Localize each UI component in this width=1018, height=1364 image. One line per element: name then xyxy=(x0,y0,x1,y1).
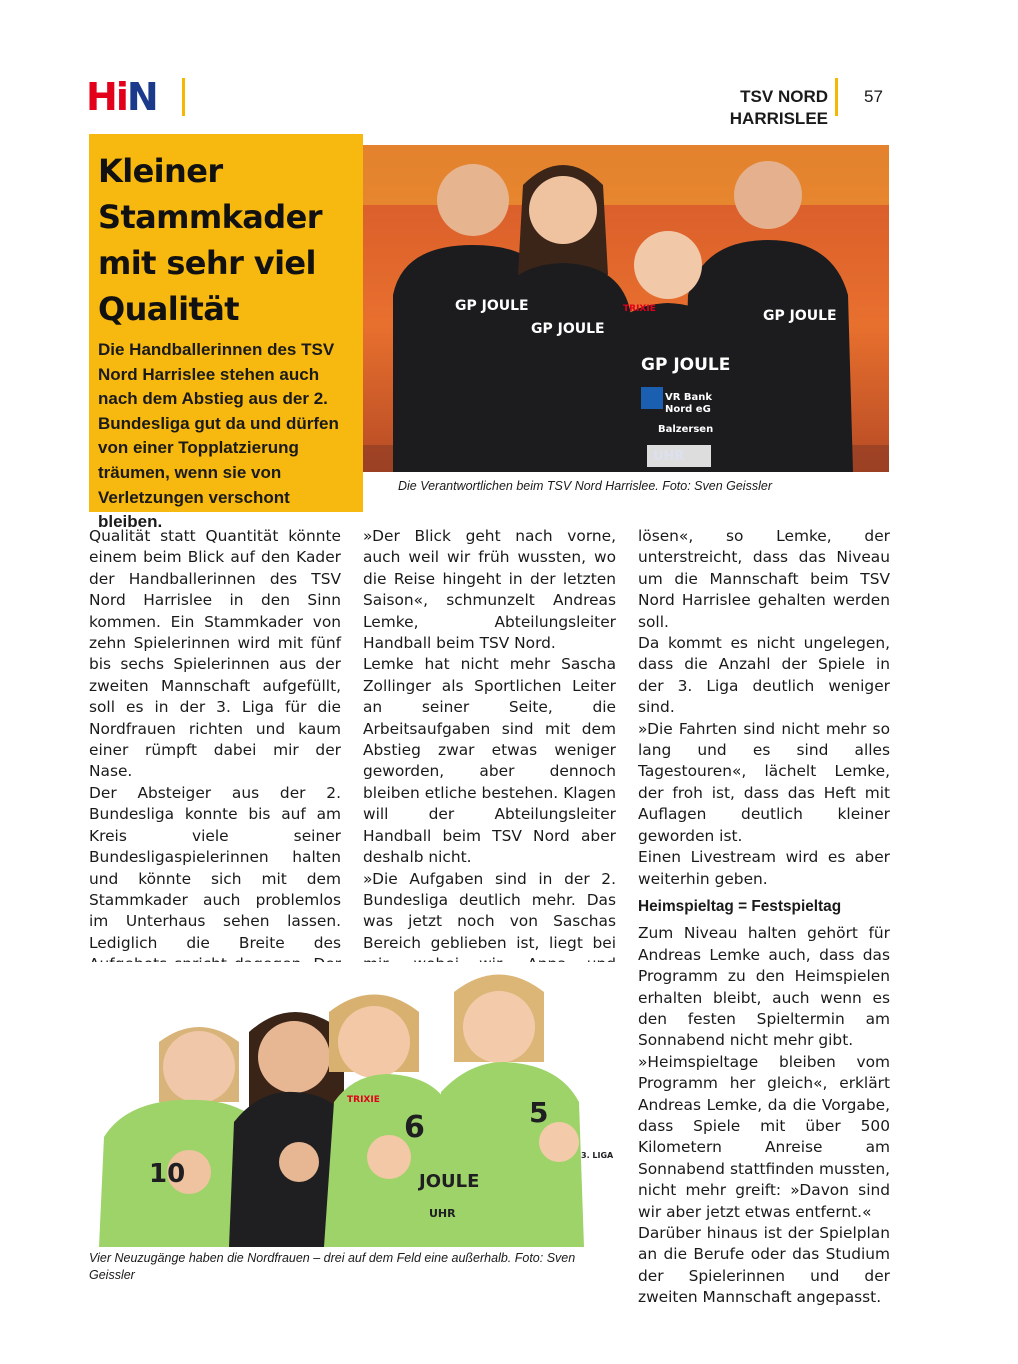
staff-photo-illustration xyxy=(363,145,889,472)
staff-photo-caption: Die Verantwortlichen beim TSV Nord Harrislee. Foto: Sven Geissler xyxy=(398,479,772,493)
jersey-sponsor-front: GP JOULE xyxy=(641,355,731,375)
jersey-sponsor-2: GP JOULE xyxy=(531,321,605,337)
logo-letter-i: i xyxy=(115,75,127,119)
staff-photo xyxy=(363,145,889,472)
page-number: 57 xyxy=(864,87,883,106)
players-photo-illustration xyxy=(89,962,617,1247)
article-column-3 xyxy=(638,526,890,1309)
jersey-badge-players: TRIXIE xyxy=(347,1095,380,1105)
players-photo xyxy=(89,962,617,1247)
logo-letter-h: H xyxy=(86,75,116,119)
jersey-sponsor-4: GP JOULE xyxy=(763,308,837,324)
paragraph: »Heimspieltage bleiben vom Programm her gleich«, erklärt Andreas Lemke, da die Vorgabe, dass Spiele mit über 500 Kilometern Anreise am Sonnabend stattfinden mussten, nicht mehr greift: »Davon sind wir aber jetzt etwas entfernt.« xyxy=(638,1052,890,1221)
paragraph: »Die Aufgaben sind in der 2. Bundesliga deutlich mehr. Das was jetzt noch von Saschas Bereich geblieben ist, liegt bei xyxy=(363,869,616,952)
jersey-bank-2: Nord eG xyxy=(665,404,711,415)
jersey-sponsor-3: Balzersen xyxy=(658,424,714,435)
paragraph: Da kommt es nicht ungelegen, dass die Anzahl der Spiele in der 3. Liga deutlich weniger sind. xyxy=(638,634,890,717)
header-divider-left xyxy=(182,78,185,116)
article-headline: Kleiner Stammkader mit sehr viel Qualität xyxy=(98,152,322,328)
jersey-sponsor-1: GP JOULE xyxy=(455,298,529,314)
jersey-sponsor-players-2: UHR xyxy=(429,1207,456,1220)
jersey-badge: TRIXIE xyxy=(623,304,656,314)
paragraph: »Der Blick geht nach vorne, auch weil wir früh wussten, wo die Reise hingeht in der letzten Saison«, schmunzelt Andreas Lemke, Abteilungsleiter Handball beim TSV Nord. xyxy=(363,527,616,653)
article-lead: Die Handballerinnen des TSV Nord Harrislee stehen auch nach dem Abstieg aus der 2. Bundesliga gut da und dürfen von einer Topplatzierung träumen, wenn sie von Verletzungen verschont bleiben. xyxy=(98,340,339,532)
jersey-sponsor-players: JOULE xyxy=(419,1171,480,1192)
jersey-number-3: 5 xyxy=(529,1096,549,1129)
paragraph: Der Absteiger aus der 2. Bundesliga konnte bis auf am Kreis viele seiner Bundesligaspielerinnen halten und könnte sich mit dem Stammkader auch problemlos im Unterhaus sehen lassen. Lediglich die Breite des xyxy=(89,783,341,952)
paragraph: Lemke hat nicht mehr Sascha Zollinger als Sportlichen Leiter an seiner Seite, die Arbeitsaufgaben sind mit dem Abstieg zwar etwas weniger geworden, aber dennoch bleiben etliche bestehen. Klagen will der Abteilungsleiter Handball beim TSV Nord aber deshalb nicht. xyxy=(363,655,616,867)
players-photo-caption: Vier Neuzugänge haben die Nordfrauen – drei auf dem Feld eine außerhalb. Foto: Sven Geissler xyxy=(89,1251,576,1282)
teaser-box xyxy=(89,134,363,532)
magazine-logo xyxy=(86,76,156,118)
jersey-number-2: 6 xyxy=(404,1110,425,1145)
header-divider-right xyxy=(835,78,838,116)
league-badge: 3. LIGA xyxy=(581,1151,614,1160)
article-column-2 xyxy=(363,526,616,997)
paragraph: Einen Livestream wird es aber weiterhin geben. xyxy=(638,848,890,888)
article-subheading: Heimspieltag = Festspieltag xyxy=(638,897,842,915)
logo-letter-n: N xyxy=(126,75,157,119)
paragraph: Darüber hinaus ist der Spielplan an die Berufe oder das Studium der Spielerinnen und der zweiten Mannschaft angepasst. xyxy=(638,1224,890,1307)
section-title: TSV NORD HARRISLEE xyxy=(729,87,828,128)
jersey-number-1: 10 xyxy=(149,1159,186,1189)
paragraph: Qualität statt Quantität könnte einem beim Blick auf den Kader der Handballerinnen des TSV Nord Harrislee in den Sinn kommen. Ein Stammkader von zehn Spielerinnen wird mit fünf bis sechs Spielerinnen aus der zweiten Mannschaft aufgefüllt, soll es in der 3. Liga für die Nordfrauen richten und kaum einer rümpft dabei mir der Nase. xyxy=(89,527,341,781)
jersey-bank: VR Bank xyxy=(665,392,713,403)
paragraph: Zum Niveau halten gehört für Andreas Lemke auch, dass das Programm zu den Heimspielen erhalten bleibt, auch wenn es den festen Spieltermin am Sonnabend nicht mehr gibt. xyxy=(638,924,890,1050)
paragraph: lösen«, so Lemke, der unterstreicht, dass das Niveau um die Mannschaft beim TSV Nord Harrislee gehalten werden soll. xyxy=(638,527,890,631)
paragraph: »Die Fahrten sind nicht mehr so lang und es sind alles Tagestouren«, lächelt Lemke, der froh ist, dass das Heft mit Auflagen deutlich kleiner geworden ist. xyxy=(638,719,890,845)
